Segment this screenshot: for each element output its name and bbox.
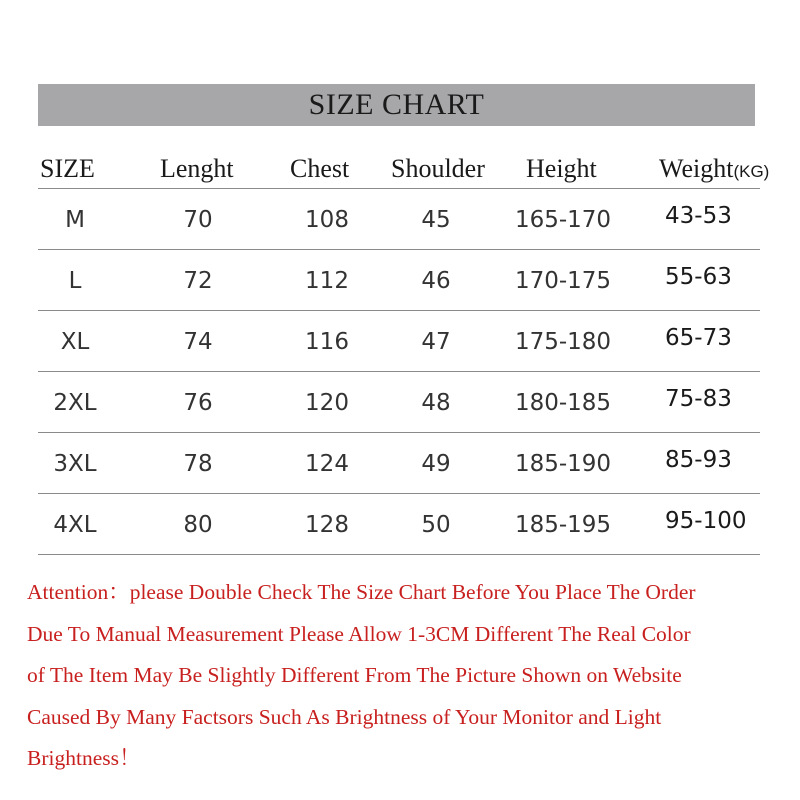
cell-chest: 124 [305,451,349,477]
header-size: SIZE [40,154,95,183]
cell-length: 74 [183,329,213,355]
cell-length: 80 [183,512,213,538]
cell-size: 3XL [53,451,97,477]
cell-length: 76 [183,390,213,416]
cell-chest: 120 [305,390,349,416]
cell-shoulder: 50 [421,512,451,538]
table-row [0,311,800,372]
cell-chest: 108 [305,207,349,233]
cell-shoulder: 45 [421,207,451,233]
table-row [0,433,800,494]
cell-shoulder: 48 [421,390,451,416]
header-height: Height [526,154,597,183]
cell-size: XL [60,329,90,355]
cell-size: 2XL [53,390,97,416]
notice-line: of The Item May Be Slightly Different From The Picture Shown on Website [27,663,682,687]
cell-weight: 95-100 [665,508,747,534]
header-length: Lenght [160,154,234,183]
cell-shoulder: 46 [421,268,451,294]
cell-weight: 43-53 [665,203,732,229]
notice-line: Attention：please Double Check The Size Chart Before You Place The Order [27,580,696,604]
cell-height: 165-170 [514,207,612,233]
title-bar [38,84,755,126]
cell-length: 72 [183,268,213,294]
cell-chest: 128 [305,512,349,538]
cell-size: M [65,207,85,233]
cell-shoulder: 47 [421,329,451,355]
header-chest: Chest [290,154,350,183]
header-weight-label: Weight [659,154,734,183]
table-row [0,494,800,555]
notice-line: Caused By Many Factsors Such As Brightness of Your Monitor and Light [27,704,662,729]
table-row [0,189,800,250]
notice-line: Brightness！ [27,746,141,770]
cell-chest: 116 [305,329,349,355]
table-row [0,372,800,433]
notice-line: Due To Manual Measurement Please Allow 1-3CM Different The Real Color [27,621,691,646]
header-shoulder: Shoulder [391,154,485,183]
cell-shoulder: 49 [421,451,451,477]
cell-weight: 65-73 [665,325,732,351]
cell-height: 175-180 [514,329,612,355]
table-row [0,250,800,311]
cell-height: 185-190 [514,451,612,477]
cell-length: 78 [183,451,213,477]
cell-size: 4XL [53,512,97,538]
cell-weight: 85-93 [665,447,732,473]
table-header [0,150,800,190]
cell-height: 185-195 [514,512,612,538]
cell-weight: 55-63 [665,264,732,290]
attention-notice [27,572,797,780]
cell-length: 70 [183,207,213,233]
cell-chest: 112 [305,268,349,294]
page-title: SIZE CHART [308,88,485,121]
cell-height: 180-185 [514,390,612,416]
header-weight [659,154,769,184]
cell-weight: 75-83 [665,386,732,412]
cell-height: 170-175 [514,268,612,294]
cell-size: L [68,268,82,294]
size-table-body [0,189,800,555]
header-weight-unit: (KG) [733,162,770,181]
